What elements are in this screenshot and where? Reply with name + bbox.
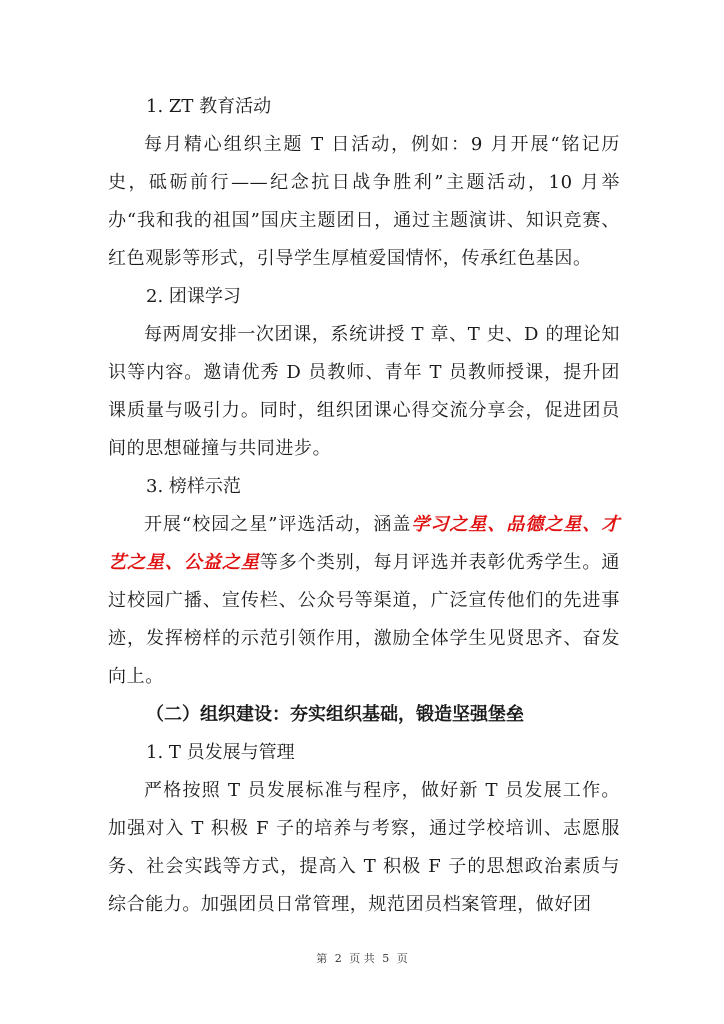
highlight-virtue-star: 品德之星 bbox=[506, 514, 583, 535]
part-title-organization: （二）组织建设：夯实组织基础，锻造坚强堡垒 bbox=[146, 704, 524, 725]
footer-label: 页 共 bbox=[349, 952, 375, 965]
page-footer bbox=[0, 950, 724, 966]
paragraph-league-class: 每两周安排一次团课，系统讲授 T 章、T 史、D 的理论知识等内容。邀请优秀 D 员教师、青年 T 员教师授课，提升团课质量与吸引力。同时，组织团课心得交流分享会，促进团员间的思想碰撞与共同进步。 bbox=[108, 324, 620, 459]
paragraph-member-development: 严格按照 T 员发展标准与程序，做好新 T 员发展工作。加强对入 T 积极 F 子的培养与考察，通过学校培训、志愿服务、社会实践等方式，提高入 T 积极 F 子的思想政治素质与综合能力。加强团员日常管理，规范团员档案管理，做好团 bbox=[108, 780, 620, 915]
paragraph-role-model bbox=[108, 506, 620, 696]
page-number: 2 bbox=[334, 952, 342, 965]
section-heading-league-class: 2. 团课学习 bbox=[146, 286, 241, 307]
section-heading-role-model: 3. 榜样示范 bbox=[146, 476, 241, 497]
highlight-separator: 、 bbox=[487, 514, 507, 535]
highlight-separator: 、 bbox=[164, 552, 184, 573]
section-heading-zt-education: 1. ZT 教育活动 bbox=[146, 96, 272, 117]
paragraph-text: 开展“校园之星”评选活动，涵盖 bbox=[144, 514, 412, 535]
highlight-study-star: 学习之星 bbox=[411, 514, 488, 535]
footer-label: 页 bbox=[396, 952, 408, 965]
paragraph-zt-education: 每月精心组织主题 T 日活动，例如：9 月开展“铭记历史，砥砺前行——纪念抗日战争胜利”主题活动，10 月举办“我和我的祖国”国庆主题团日，通过主题演讲、知识竞赛、红色观影等形式，引导学生厚植爱国情怀，传承红色基因。 bbox=[108, 134, 620, 269]
footer-label: 第 bbox=[316, 952, 328, 965]
highlight-charity-star: 公益之星 bbox=[183, 552, 260, 573]
highlight-talent-star: 才艺之星 bbox=[108, 514, 620, 573]
paragraph-text: 等多个类别，每月评选并表彰优秀学生。通过校园广播、宣传栏、公众号等渠道，广泛宣传他们的先进事迹，发挥榜样的示范引领作用，激励全体学生见贤思齐、奋发向上。 bbox=[108, 552, 620, 687]
document-body bbox=[108, 88, 620, 924]
highlight-separator: 、 bbox=[582, 514, 602, 535]
section-heading-member-development: 1. T 员发展与管理 bbox=[146, 742, 295, 763]
page-total: 5 bbox=[382, 952, 390, 965]
